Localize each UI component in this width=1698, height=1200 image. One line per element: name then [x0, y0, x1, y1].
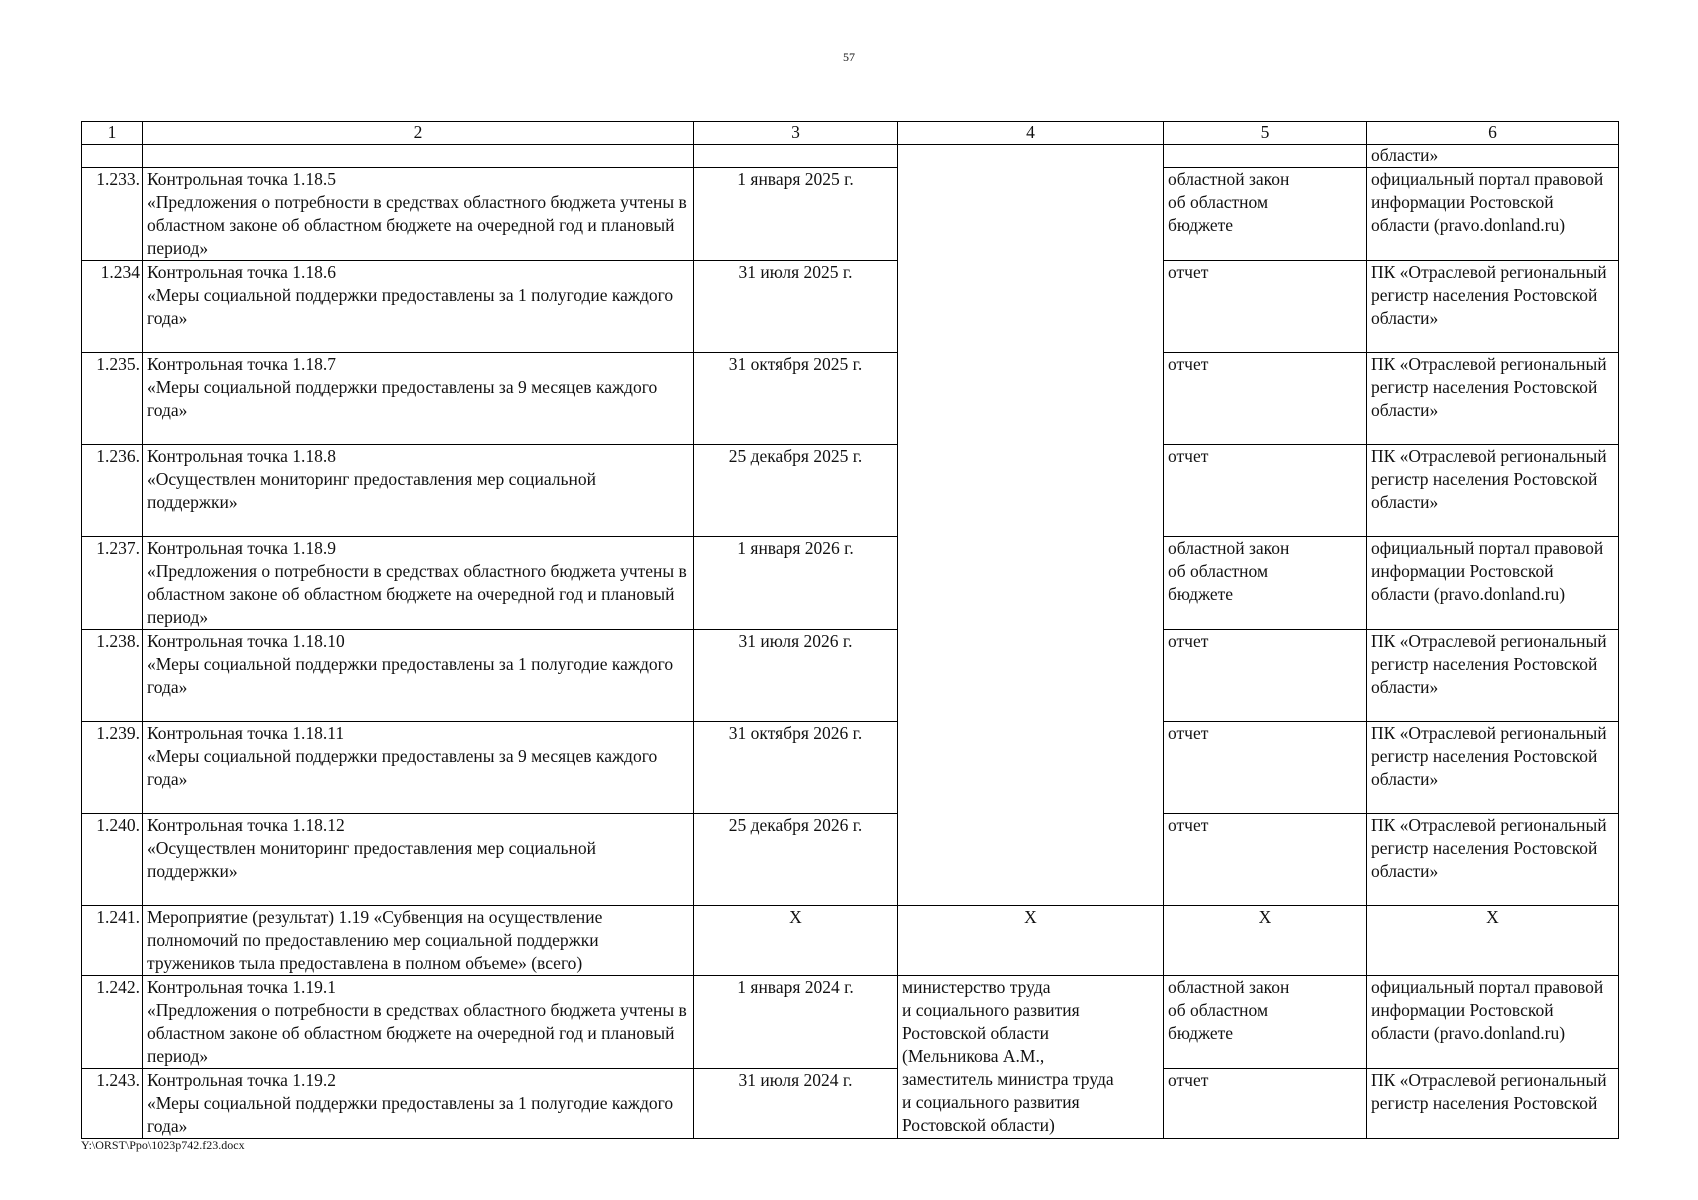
row-document: областной закон об областном бюджете: [1164, 537, 1367, 630]
row-document: областной закон об областном бюджете: [1164, 976, 1367, 1069]
source-cell-continued: области»: [1367, 145, 1619, 168]
row-document: отчет: [1164, 630, 1367, 722]
header-col-6: 6: [1367, 122, 1619, 145]
row-document: отчет: [1164, 1069, 1367, 1139]
table-row: [82, 168, 1619, 261]
row-responsible: Х: [898, 906, 1164, 976]
row-source: Х: [1367, 906, 1619, 976]
row-description: Контрольная точка 1.18.8 «Осуществлен мониторинг предоставления мер социальной поддержки»: [143, 445, 694, 537]
table-row: [82, 445, 1619, 537]
row-number: 1.237.: [82, 537, 143, 630]
row-description: Контрольная точка 1.18.6 «Меры социальной поддержки предоставлены за 1 полугодие каждого года»: [143, 261, 694, 353]
row-number: 1.233.: [82, 168, 143, 261]
row-source: официальный портал правовой информации Ростовской области (pravo.donland.ru): [1367, 976, 1619, 1069]
row-date: 31 июля 2026 г.: [694, 630, 898, 722]
row-number: 1.234: [82, 261, 143, 353]
row-source: официальный портал правовой информации Ростовской области (pravo.donland.ru): [1367, 537, 1619, 630]
row-date: 31 июля 2025 г.: [694, 261, 898, 353]
row-number: 1.241.: [82, 906, 143, 976]
table-row: [82, 261, 1619, 353]
row-description: Контрольная точка 1.18.9 «Предложения о потребности в средствах областного бюджета учтены в областном законе об областном бюджете на очередной год и плановый период»: [143, 537, 694, 630]
header-col-4: 4: [898, 122, 1164, 145]
row-description: Контрольная точка 1.18.11 «Меры социальной поддержки предоставлены за 9 месяцев каждого года»: [143, 722, 694, 814]
row-number: 1.236.: [82, 445, 143, 537]
cell-empty: [82, 145, 143, 168]
continuation-row: [82, 145, 1619, 168]
row-description: Контрольная точка 1.19.2 «Меры социальной поддержки предоставлены за 1 полугодие каждого года»: [143, 1069, 694, 1139]
table-row: [82, 1069, 1619, 1139]
row-document: отчет: [1164, 445, 1367, 537]
row-date: 1 января 2024 г.: [694, 976, 898, 1069]
row-source: ПК «Отраслевой региональный регистр населения Ростовской области»: [1367, 722, 1619, 814]
row-source: ПК «Отраслевой региональный регистр населения Ростовской области»: [1367, 353, 1619, 445]
row-source: ПК «Отраслевой региональный регистр населения Ростовской области»: [1367, 261, 1619, 353]
row-source: ПК «Отраслевой региональный регистр населения Ростовской области»: [1367, 445, 1619, 537]
row-description: Мероприятие (результат) 1.19 «Субвенция на осуществление полномочий по предоставлению мер социальной поддержки тружеников тыла предоставлена в полном объеме» (всего): [143, 906, 694, 976]
row-number: 1.238.: [82, 630, 143, 722]
cell-empty: [143, 145, 694, 168]
table-row: [82, 976, 1619, 1069]
footer-file-path: Y:\ORST\Ppo\1023p742.f23.docx: [81, 1138, 245, 1152]
row-description: Контрольная точка 1.18.12 «Осуществлен мониторинг предоставления мер социальной поддержки»: [143, 814, 694, 906]
header-col-3: 3: [694, 122, 898, 145]
header-col-1: 1: [82, 122, 143, 145]
row-description: Контрольная точка 1.18.7 «Меры социальной поддержки предоставлены за 9 месяцев каждого года»: [143, 353, 694, 445]
row-responsible: министерство труда и социального развития Ростовской области (Мельникова А.М., заместитель министра труда и социального развития Ростовской области): [898, 976, 1164, 1139]
table-row: [82, 722, 1619, 814]
row-date: 25 декабря 2025 г.: [694, 445, 898, 537]
table-row: [82, 537, 1619, 630]
cell-empty: [694, 145, 898, 168]
row-date: 1 января 2026 г.: [694, 537, 898, 630]
table-row: [82, 630, 1619, 722]
row-description: Контрольная точка 1.18.10 «Меры социальной поддержки предоставлены за 1 полугодие каждого года»: [143, 630, 694, 722]
row-date: 31 июля 2024 г.: [694, 1069, 898, 1139]
row-number: 1.235.: [82, 353, 143, 445]
row-number: 1.239.: [82, 722, 143, 814]
table-row: [82, 814, 1619, 906]
row-document: отчет: [1164, 722, 1367, 814]
row-source: официальный портал правовой информации Ростовской области (pravo.donland.ru): [1367, 168, 1619, 261]
row-date: 25 декабря 2026 г.: [694, 814, 898, 906]
row-source: ПК «Отраслевой региональный регистр населения Ростовской области»: [1367, 814, 1619, 906]
row-document: областной закон об областном бюджете: [1164, 168, 1367, 261]
row-document: отчет: [1164, 261, 1367, 353]
row-description: Контрольная точка 1.18.5 «Предложения о потребности в средствах областного бюджета учтены в областном законе об областном бюджете на очередной год и плановый период»: [143, 168, 694, 261]
row-date: Х: [694, 906, 898, 976]
document-table: [81, 121, 1619, 1139]
row-document: Х: [1164, 906, 1367, 976]
row-number: 1.243.: [82, 1069, 143, 1139]
row-document: отчет: [1164, 814, 1367, 906]
cell-empty: [1164, 145, 1367, 168]
header-row: [82, 122, 1619, 145]
row-description: Контрольная точка 1.19.1 «Предложения о потребности в средствах областного бюджета учтены в областном законе об областном бюджете на очередной год и плановый период»: [143, 976, 694, 1069]
row-date: 1 января 2025 г.: [694, 168, 898, 261]
responsible-cell-merged: [898, 145, 1164, 906]
table-row: [82, 353, 1619, 445]
page-number: 57: [843, 50, 855, 64]
row-date: 31 октября 2026 г.: [694, 722, 898, 814]
table-row: [82, 906, 1619, 976]
header-col-5: 5: [1164, 122, 1367, 145]
row-number: 1.242.: [82, 976, 143, 1069]
row-document: отчет: [1164, 353, 1367, 445]
header-col-2: 2: [143, 122, 694, 145]
row-source: ПК «Отраслевой региональный регистр населения Ростовской области»: [1367, 630, 1619, 722]
row-number: 1.240.: [82, 814, 143, 906]
row-date: 31 октября 2025 г.: [694, 353, 898, 445]
row-source: ПК «Отраслевой региональный регистр населения Ростовской: [1367, 1069, 1619, 1139]
